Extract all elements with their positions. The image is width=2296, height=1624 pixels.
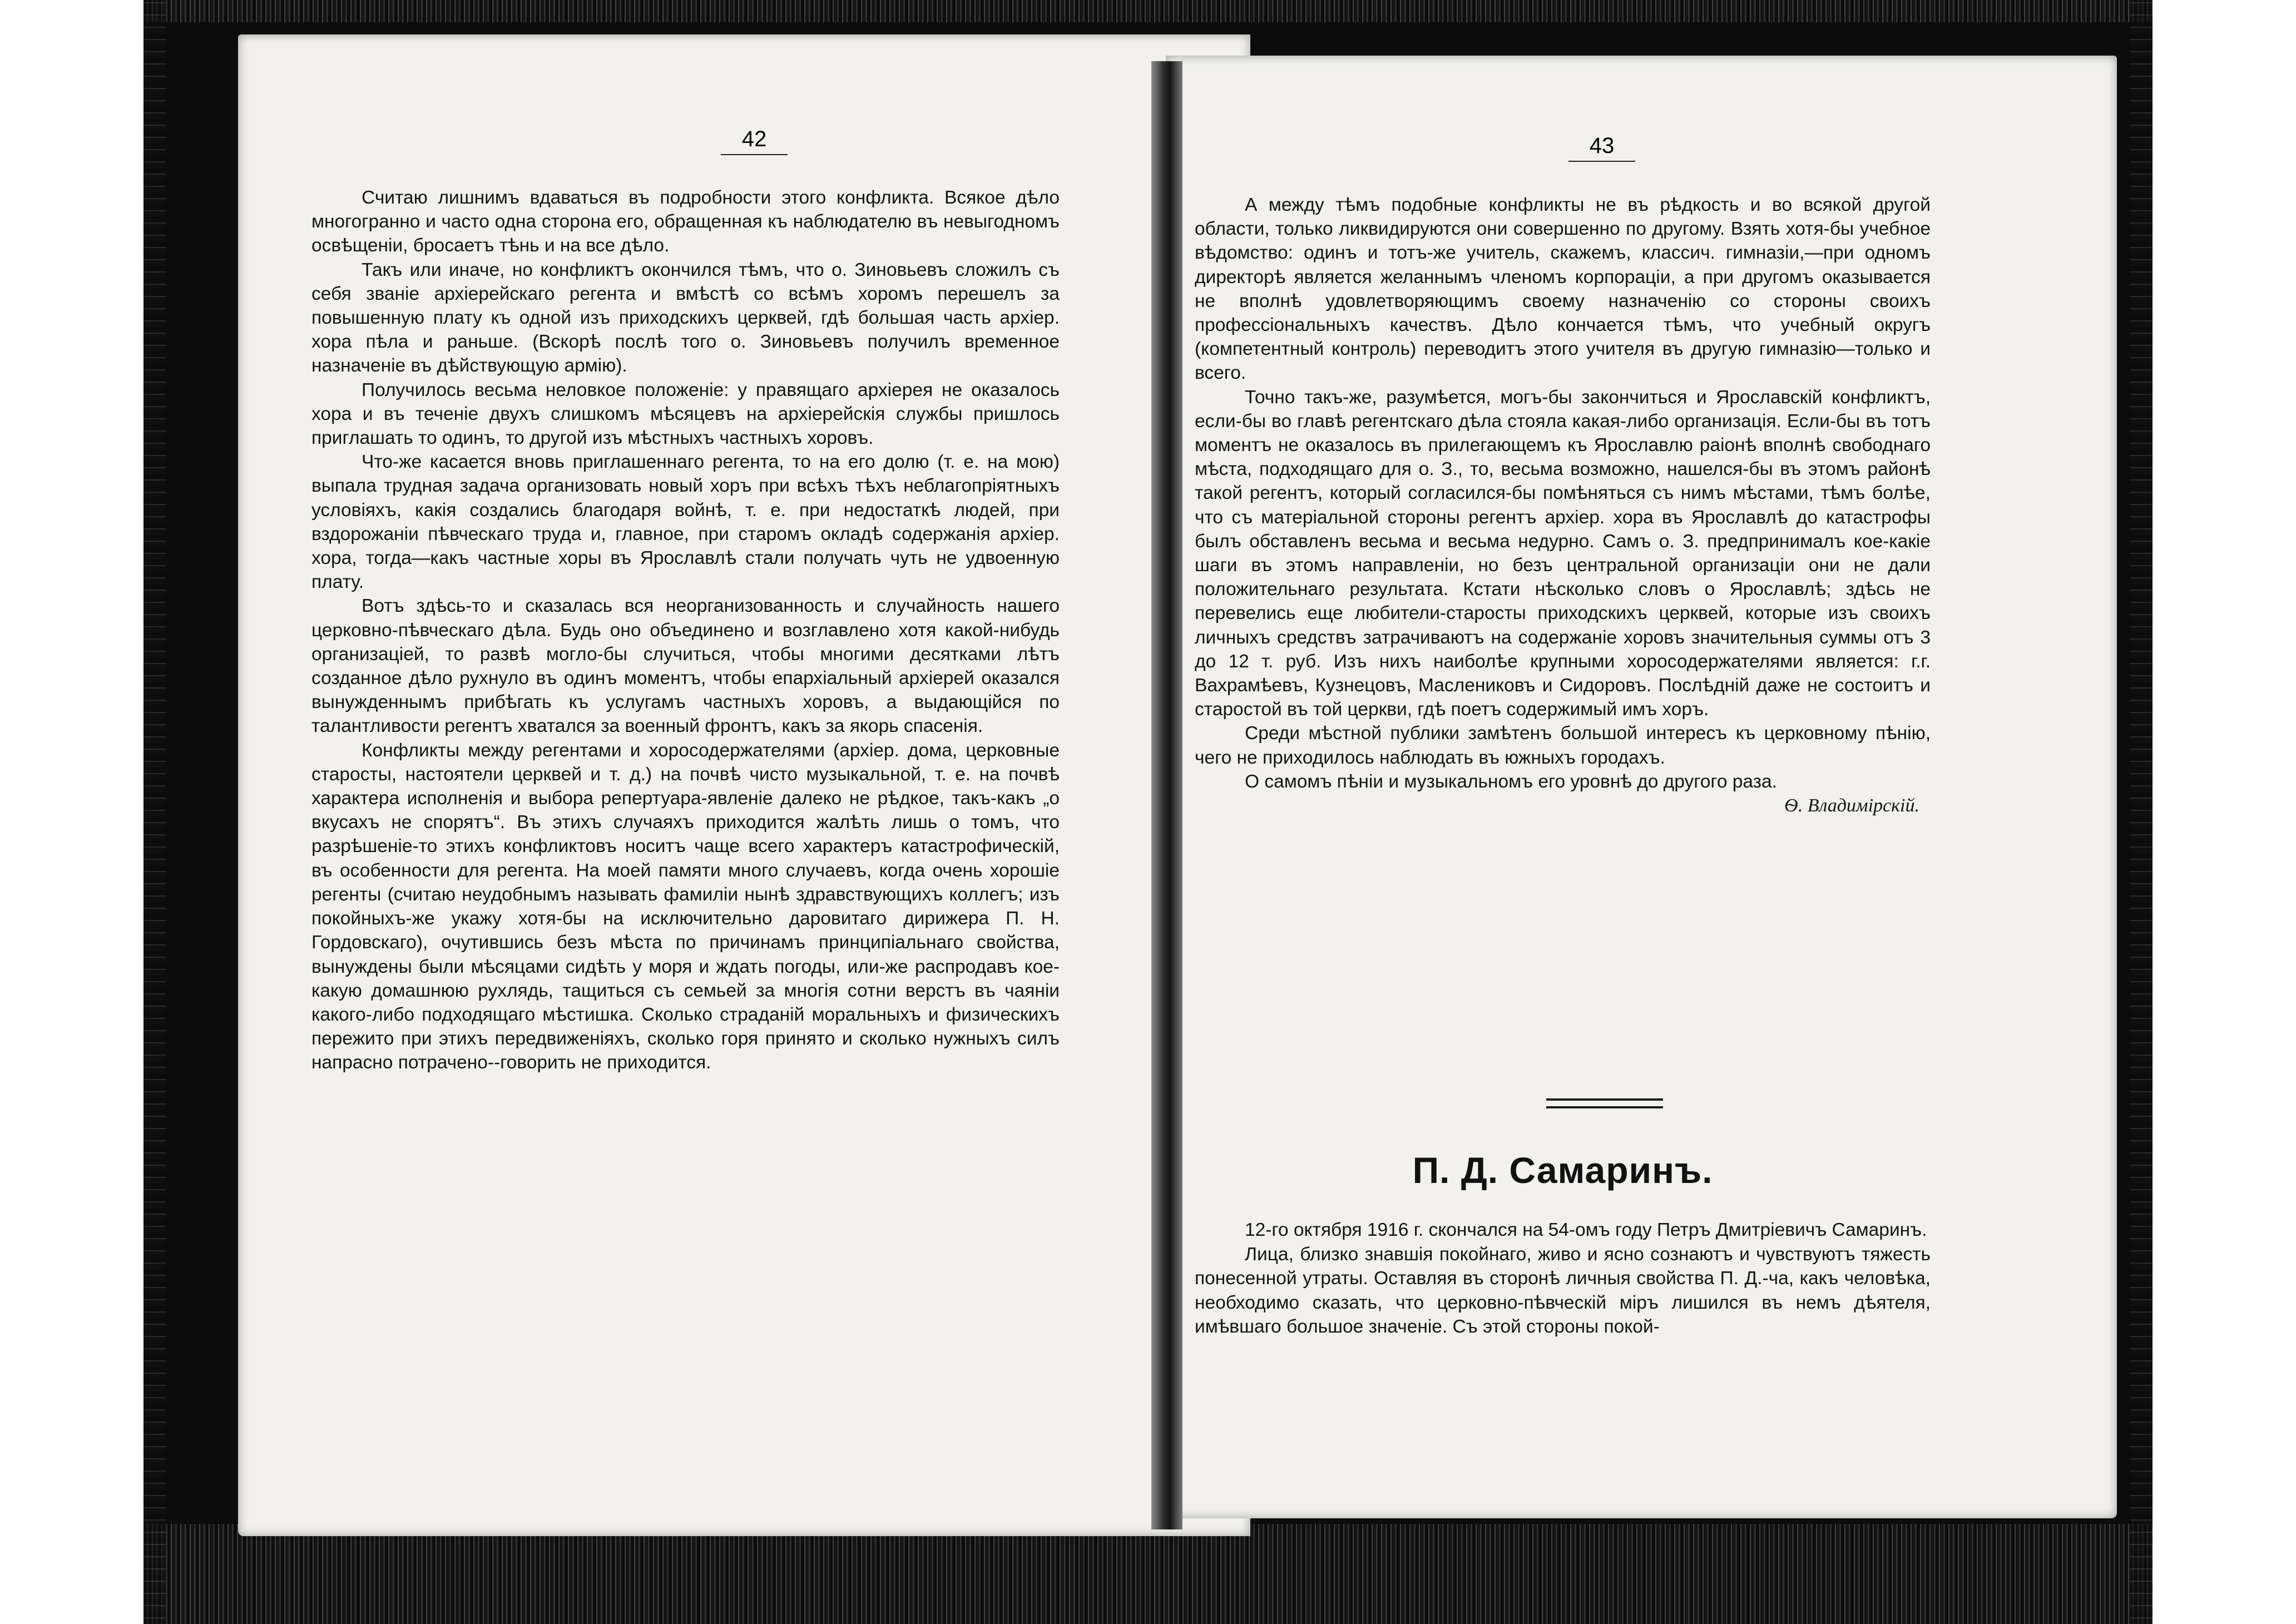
scan-noise-bottom xyxy=(144,1524,2152,1624)
paragraph: О самомъ пѣніи и музыкальномъ его уровнѣ до другого раза. xyxy=(1245,771,1777,792)
page-number-left: 42 xyxy=(721,127,788,155)
paragraph: 12-го октября 1916 г. скончался на 54-омъ году Петръ Дмитріевичъ Самаринъ. xyxy=(1245,1220,1927,1240)
paragraph: Среди мѣстной публики замѣтенъ большой интересъ къ церковному пѣнію, чего не приходилось наблюдать въ южныхъ городахъ. xyxy=(1195,723,1931,768)
book-gutter xyxy=(1151,61,1182,1529)
author-signature: Ѳ. Владимірскій. xyxy=(1784,795,1919,816)
article-title: П. Д. Самаринъ. xyxy=(1412,1150,1713,1191)
scan-noise-top xyxy=(144,0,2152,22)
paragraph: Точно такъ-же, разумѣется, могъ-бы закончиться и Ярославскій конфликтъ, если-бы во главѣ регентскаго дѣла стояла какая-либо организація. Если-бы въ тотъ моментъ не оказалось въ прилегающемъ къ Ярославлю раіонѣ вполнѣ свободнаго мѣста, подходящаго для о. З., то, весьма возможно, нашелся-бы въ этомъ районѣ такой регентъ, который согласился-бы помѣняться съ нимъ мѣстами, тѣмъ болѣе, что съ матеріальной стороны регентъ архіер. хора въ Ярославлѣ до катастрофы былъ обставленъ весьма и весьма недурно. Самъ о. З. предпринималъ кое-какіе шаги въ этомъ направленіи, но безъ центральной организаціи они не дали положительнаго результата. Кстати нѣсколько словъ о Ярославлѣ; здѣсь не перевелись еще любители-старосты приходскихъ церквей, которые изъ своихъ личныхъ средствъ затрачиваютъ на содержаніе хоровъ значительныя суммы отъ 3 до 12 т. руб. Изъ нихъ наиболѣе крупными хоросодержателями является: г.г. Вахрамѣевъ, Кузнецовъ, Маслениковъ и Сидоровъ. Послѣдній даже не состоитъ и старостой въ той церкви, гдѣ поетъ содержимый имъ хоръ. xyxy=(1195,387,1931,720)
scan-noise-left xyxy=(144,0,166,1624)
paragraph: Лица, близко знавшія покойнаго, живо и ясно сознаютъ и чувствуютъ тяжесть понесенной утраты. Оставляя въ сторонѣ личныя свойства П. Д.-ча, какъ человѣка, необходимо сказать, что церковно-пѣвческій міръ лишился въ немъ дѣятеля, имѣвшаго большое значеніе. Съ этой стороны покой- xyxy=(1195,1244,1931,1338)
section-divider xyxy=(1546,1098,1663,1108)
right-page-text xyxy=(1195,193,1931,818)
page-number-right: 43 xyxy=(1568,133,1635,162)
paragraph: Считаю лишнимъ вдаваться въ подробности этого конфликта. Всякое дѣло многогранно и часто одна сторона его, обращенная къ наблюдателю въ невыгодномъ освѣщеніи, бросаетъ тѣнь и на все дѣло. xyxy=(311,187,1060,256)
paragraph: Такъ или иначе, но конфликтъ окончился тѣмъ, что о. Зиновьевъ сложилъ съ себя званіе архіерейскаго регента и вмѣстѣ со всѣмъ хоромъ перешелъ за повышенную плату къ одной изъ приходскихъ церквей, гдѣ большая часть архіер. хора пѣла и раньше. (Вскорѣ послѣ того о. Зиновьевъ получилъ временное назначеніе въ дѣйствующую армію). xyxy=(311,259,1060,377)
left-page-text xyxy=(311,186,1060,1075)
paragraph: Получилось весьма неловкое положеніе: у правящаго архіерея не оказалось хора и въ теченіе двухъ слишкомъ мѣсяцевъ на архіерейскія службы пришлось приглашать то одинъ, то другой изъ мѣстныхъ частныхъ хоровъ. xyxy=(311,379,1060,449)
scan-noise-right xyxy=(2130,0,2152,1624)
paragraph: Конфликты между регентами и хоросодержателями (архіер. дома, церковные старосты, настоятели церквей и т. д.) на почвѣ чисто музыкальной, т. е. на почвѣ характера исполненія и выбора репертуара-явленіе далеко не рѣдкое, такъ-какъ „о вкусахъ не спорятъ“. Въ этихъ случаяхъ приходится жалѣть лишь о томъ, что разрѣшеніе-то этихъ конфликтовъ носитъ чаще всего характеръ катастрофическій, въ особенности для регента. На моей памяти много случаевъ, когда очень хорошіе регенты (считаю неудобнымъ называть фамиліи нынѣ здравствующихъ коллегъ; изъ покойныхъ-же укажу хотя-бы на исключительно даровитаго дирижера П. Н. Гордовскаго), очутившись безъ мѣста по причинамъ принципіальнаго свойства, вынуждены были мѣсяцами сидѣть у моря и ждать погоды, или-же распродавъ кое-какую домашнюю рухлядь, тащиться съ семьей за многія сотни верстъ въ чаяніи какого-либо подходящаго мѣстишка. Сколько страданій моральныхъ и физическихъ пережито при этихъ передвиженіяхъ, сколько горя принято и сколько нужныхъ силъ напрасно потрачено--говорить не приходится. xyxy=(311,740,1060,1073)
paragraph: Вотъ здѣсь-то и сказалась вся неорганизованность и случайность нашего церковно-пѣвческаго дѣла. Будь оно объединено и возглавлено хотя какой-нибудь организаціей, то развѣ могло-бы случиться, чтобы многими десятками лѣтъ созданное дѣло рухнуло въ одинъ моментъ, чтобы епархіальный архіерей оказался вынужденнымъ прибѣгать къ услугамъ частныхъ хоровъ, а выдающійся по талантливости регентъ хватался за военный фронтъ, какъ за якорь спасенія. xyxy=(311,596,1060,737)
paragraph: Что-же касается вновь приглашеннаго регента, то на его долю (т. е. на мою) выпала трудная задача организовать новый хоръ при всѣхъ тѣхъ неблагопріятныхъ условіяхъ, какія создались благодаря войнѣ, т. е. при недостаткѣ людей, при вздорожаніи пѣвческаго труда и, главное, при старомъ окладѣ содержанія архіер. хора, тогда—какъ частные хоры въ Ярославлѣ стали получать чуть не удвоенную плату. xyxy=(311,452,1060,593)
paragraph: А между тѣмъ подобные конфликты не въ рѣдкость и во всякой другой области, только ликвидируются они совершенно по другому. Взять хотя-бы учебное вѣдомство: одинъ и тотъ-же учитель, скажемъ, классич. гимназіи,—при одномъ директорѣ является желаннымъ членомъ корпораціи, а при другомъ оказывается не вполнѣ удовлетворяющимъ своему назначенію со стороны своихъ профессіональныхъ качествъ. Дѣло кончается тѣмъ, что учебный округъ (компетентный контроль) переводитъ этого учителя въ другую гимназію—только и всего. xyxy=(1195,195,1931,384)
article-text xyxy=(1195,1218,1931,1339)
